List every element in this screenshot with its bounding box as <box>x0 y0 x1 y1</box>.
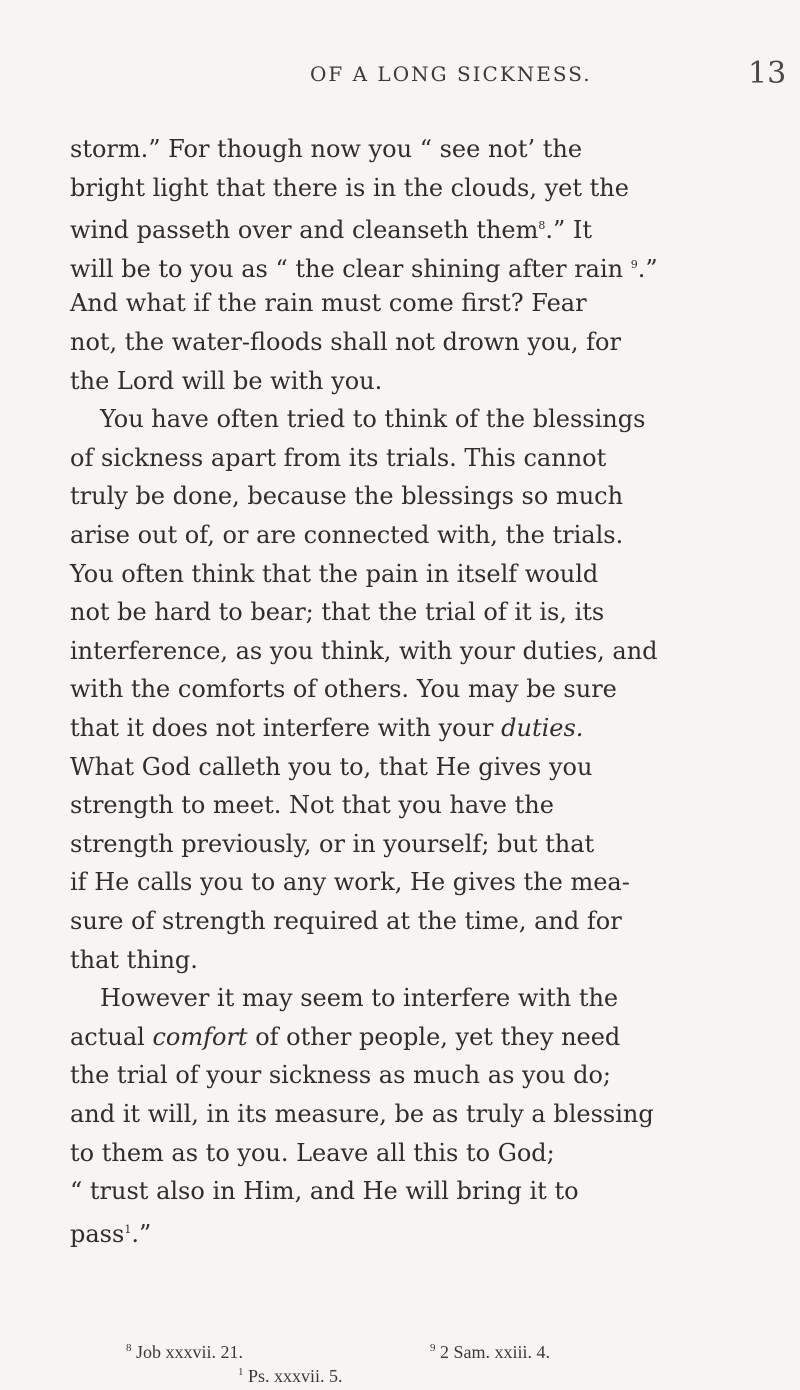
text-line: And what if the rain must come first? Fear <box>70 289 587 318</box>
text-segment: that it does not interfere with your <box>70 714 502 742</box>
text-line: not, the water-floods shall not drown you, for <box>70 328 621 356</box>
text-line: not be hard to bear; that the trial of it is, its <box>70 598 605 627</box>
footnote-reference: 9 <box>630 257 638 271</box>
text-line: However it may seem to interfere with the <box>100 984 619 1013</box>
footnote-mark: 1 <box>238 1366 244 1378</box>
text-line <box>70 711 740 745</box>
page-number: 13 <box>748 56 787 91</box>
text-line <box>70 1020 740 1054</box>
text-line: bright light that there is in the clouds, yet the <box>70 173 629 202</box>
text-line: to them as to you. Leave all this to God; <box>70 1138 555 1167</box>
italic-text: comfort <box>152 1022 248 1051</box>
footnote-reference: 8 <box>538 219 546 233</box>
footnote-text: Job xxxvii. 21. <box>136 1342 244 1362</box>
text-line <box>70 1213 740 1251</box>
page-header <box>0 56 800 102</box>
text-line: strength previously, or in yourself; but that <box>70 829 595 858</box>
footnote-8 <box>126 1336 243 1364</box>
text-segment: will be to you as “ the clear shining after rain <box>70 254 631 283</box>
text-line: that thing. <box>70 945 198 974</box>
footnote-9 <box>430 1336 550 1364</box>
text-line: You have often tried to think of the blessings <box>100 405 646 434</box>
text-line: truly be done, because the blessings so much <box>70 482 624 511</box>
footnote-text: 2 Sam. xxiii. 4. <box>440 1342 551 1362</box>
footnote-mark: 8 <box>126 1342 132 1354</box>
text-line: if He calls you to any work, He gives the mea- <box>70 868 630 897</box>
text-segment: .” <box>637 254 658 283</box>
text-segment: wind passeth over and cleanseth them <box>70 216 539 245</box>
text-line: with the comforts of others. You may be sure <box>70 675 617 704</box>
text-line: storm.” For though now you “ see not’ the <box>70 135 583 163</box>
text-line: and it will, in its measure, be as truly a blessing <box>70 1100 654 1128</box>
text-line: strength to meet. Not that you have the <box>70 791 554 820</box>
text-line: arise out of, or are connected with, the trials. <box>70 521 624 549</box>
text-segment: .” It <box>545 216 593 245</box>
running-head: OF A LONG SICKNESS. <box>310 62 592 86</box>
text-line: What God calleth you to, that He gives you <box>70 752 593 781</box>
text-segment: pass <box>70 1219 125 1248</box>
text-segment: of other people, yet they need <box>247 1022 621 1051</box>
text-line: sure of strength required at the time, and for <box>70 907 622 935</box>
text-segment: actual <box>70 1022 153 1051</box>
text-line: interference, as you think, with your duties, and <box>70 636 658 665</box>
text-line: the trial of your sickness as much as you do; <box>70 1061 612 1090</box>
text-line: “ trust also in Him, and He will bring it to <box>70 1177 579 1206</box>
footnote-text: Ps. xxxvii. 5. <box>248 1366 343 1386</box>
footnote-mark: 9 <box>430 1342 436 1354</box>
footnote-reference: 1 <box>124 1222 132 1236</box>
text-segment: .” <box>131 1219 152 1248</box>
text-line: of sickness apart from its trials. This cannot <box>70 443 607 472</box>
text-line: the Lord will be with you. <box>70 366 383 395</box>
text-line <box>70 248 740 286</box>
footnote-1 <box>238 1360 343 1388</box>
italic-text: duties. <box>501 714 584 742</box>
text-line <box>70 209 740 247</box>
text-line: You often think that the pain in itself would <box>70 559 599 588</box>
